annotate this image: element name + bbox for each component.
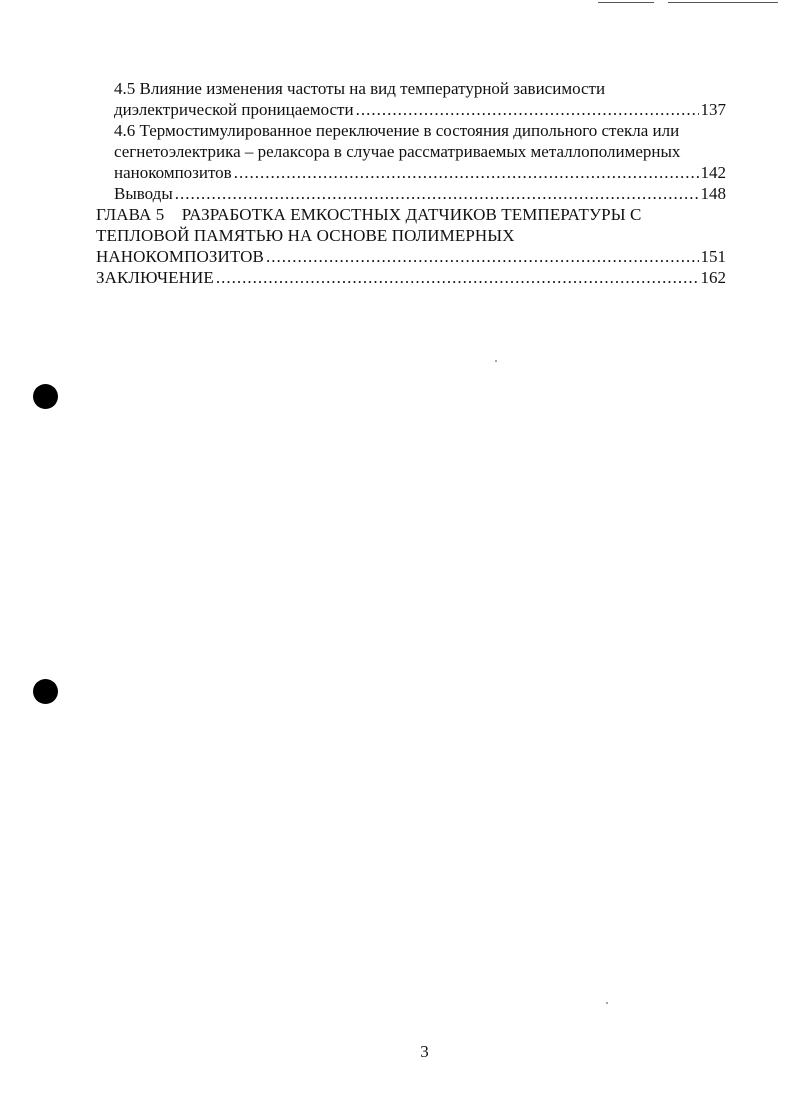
toc-page-number: 151 <box>700 247 726 266</box>
toc-entry-title: диэлектрической проницаемости <box>114 100 354 119</box>
toc-entry-title: НАНОКОМПОЗИТОВ <box>96 247 264 266</box>
toc-entry-4-5 <box>96 78 726 120</box>
toc-entry-title: сегнетоэлектрика – релаксора в случае рассматриваемых металлополимерных <box>114 142 681 161</box>
scan-speck <box>606 1002 608 1004</box>
toc-page-number: 142 <box>700 163 726 182</box>
toc-entry-chapter-5 <box>96 204 726 267</box>
top-edge-rule <box>598 2 654 3</box>
top-edge-rule <box>668 2 778 3</box>
toc-entry-title: 4.6 Термостимулированное переключение в состояния дипольного стекла или <box>114 121 680 140</box>
table-of-contents <box>96 78 726 288</box>
dot-leader <box>234 162 699 183</box>
toc-page-number: 148 <box>700 184 726 203</box>
punch-hole-icon <box>33 679 58 704</box>
toc-entry-conclusions <box>96 183 726 204</box>
page-number: 3 <box>420 1042 429 1061</box>
toc-entry-title: ГЛАВА 5 РАЗРАБОТКА ЕМКОСТНЫХ ДАТЧИКОВ ТЕМПЕРАТУРЫ С <box>96 205 642 224</box>
toc-entry-title: нанокомпозитов <box>114 163 232 182</box>
toc-entry-title: ТЕПЛОВОЙ ПАМЯТЬЮ НА ОСНОВЕ ПОЛИМЕРНЫХ <box>96 226 515 245</box>
dot-leader <box>216 267 699 288</box>
toc-entry-4-6 <box>96 120 726 183</box>
toc-page-number: 162 <box>700 268 726 287</box>
dot-leader <box>356 99 699 120</box>
punch-hole-icon <box>33 384 58 409</box>
toc-entry-title: ЗАКЛЮЧЕНИЕ <box>96 268 214 287</box>
toc-entry-conclusion <box>96 267 726 288</box>
dot-leader <box>175 183 699 204</box>
dot-leader <box>266 246 699 267</box>
toc-page-number: 137 <box>700 100 726 119</box>
scan-speck <box>495 360 497 362</box>
toc-entry-title: Выводы <box>114 184 173 203</box>
toc-entry-title: 4.5 Влияние изменения частоты на вид температурной зависимости <box>114 79 606 98</box>
